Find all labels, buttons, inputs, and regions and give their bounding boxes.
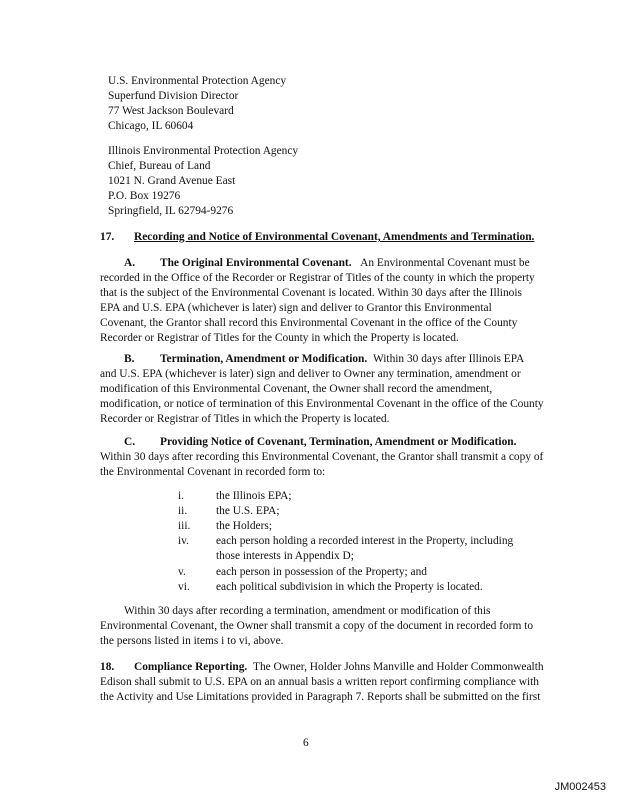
- list-item-text: each person in possession of the Property; and: [216, 566, 427, 578]
- usepa-address-line-3: 77 West Jackson Boulevard: [108, 105, 234, 117]
- para-b-line-2: and U.S. EPA (whichever is later) sign and deliver to Owner any termination, amendment or: [100, 368, 521, 380]
- para-a-line-1: [124, 256, 530, 271]
- para-a-line-5: Covenant, the Grantor shall record this Environmental Covenant in the office of the County: [100, 317, 518, 329]
- usepa-address-line-2: Superfund Division Director: [108, 90, 239, 102]
- para-c-heading: Providing Notice of Covenant, Termination, Amendment or Modification.: [160, 436, 517, 448]
- section-18-line-3: the Activity and Use Limitations provided in Paragraph 7. Reports shall be submitted on the first: [100, 691, 541, 703]
- termination-para-line-1: Within 30 days after recording a termination, amendment or modification of this: [124, 605, 491, 617]
- list-item-number: iv.: [178, 535, 189, 547]
- list-item-number: iii.: [178, 520, 191, 532]
- section-18-line-1: [100, 660, 544, 675]
- page-number: 6: [303, 737, 309, 749]
- list-item-text: the Holders;: [216, 520, 272, 532]
- para-a-line-3: that is the subject of the Environmental Covenant is located. Within 30 days after the Illinois: [100, 287, 522, 299]
- usepa-address-line-1: U.S. Environmental Protection Agency: [108, 75, 287, 87]
- list-item-text: each person holding a recorded interest in the Property, including: [216, 535, 514, 547]
- list-item-text: the Illinois EPA;: [216, 490, 292, 502]
- iepa-address-line-5: Springfield, IL 62794-9276: [108, 205, 234, 217]
- para-a-line-6: Recorder or Registrar of Titles for the County in which the Property is located.: [100, 332, 459, 344]
- para-b-line-1: [124, 352, 524, 367]
- para-a-label: A.: [124, 257, 136, 269]
- para-c-line-3: the Environmental Covenant in recorded form to:: [100, 466, 326, 478]
- para-b-heading: Termination, Amendment or Modification.: [160, 353, 368, 365]
- iepa-address-line-3: 1021 N. Grand Avenue East: [108, 175, 236, 187]
- termination-para-line-2: Environmental Covenant, the Owner shall transmit a copy of the document in recorded form to: [100, 620, 534, 632]
- section-18-line-2: Edison shall submit to U.S. EPA on an annual basis a written report confirming compliance with: [100, 676, 540, 688]
- section-18-number: 18.: [100, 661, 115, 673]
- list-item-text: each political subdivision in which the Property is located.: [216, 581, 483, 593]
- para-b-line-4: modification, or notice of termination of this Environmental Covenant in the office of the County: [100, 398, 544, 410]
- para-a-line-2: recorded in the Office of the Recorder or Registrar of Titles of the county in which the property: [100, 272, 535, 284]
- usepa-address-line-4: Chicago, IL 60604: [108, 120, 194, 132]
- list-item-text-continued: those interests in Appendix D;: [216, 550, 354, 562]
- section-18-line-1-text: The Owner, Holder Johns Manville and Holder Commonwealth: [252, 661, 544, 673]
- para-c-line-1: [124, 435, 516, 450]
- para-b-line-5: Recorder or Registrar of Titles in which the Property is located.: [100, 413, 390, 425]
- section-17-heading: [100, 230, 534, 245]
- para-a-line-4: EPA and U.S. EPA (whichever is later) sign and deliver to Grantor this Environmental: [100, 302, 492, 314]
- para-b-line-1-text: Within 30 days after Illinois EPA: [372, 353, 525, 365]
- list-item-text: the U.S. EPA;: [216, 505, 280, 517]
- section-17-number: 17.: [100, 231, 115, 243]
- iepa-address-line-4: P.O. Box 19276: [108, 190, 181, 202]
- list-item-number: vi.: [178, 581, 190, 593]
- iepa-address-line-2: Chief, Bureau of Land: [108, 160, 211, 172]
- list-item-number: i.: [178, 490, 185, 502]
- para-c-label: C.: [124, 436, 136, 448]
- section-17-title: Recording and Notice of Environmental Covenant, Amendments and Termination.: [134, 231, 535, 243]
- document-id: JM002453: [554, 781, 606, 793]
- para-b-label: B.: [124, 353, 135, 365]
- para-a-heading: The Original Environmental Covenant.: [160, 257, 352, 269]
- iepa-address-line-1: Illinois Environmental Protection Agency: [108, 145, 299, 157]
- list-item-number: ii.: [178, 505, 188, 517]
- para-b-line-3: modification of this Environmental Covenant, the Owner shall record the amendment,: [100, 383, 493, 395]
- para-c-line-2: Within 30 days after recording this Environmental Covenant, the Grantor shall transmit a copy of: [100, 451, 544, 463]
- list-item-number: v.: [178, 566, 186, 578]
- section-18-heading: Compliance Reporting.: [134, 661, 248, 673]
- termination-para-line-3: the persons listed in items i to vi, above.: [100, 635, 284, 647]
- para-a-line-1-text: An Environmental Covenant must be: [360, 257, 530, 269]
